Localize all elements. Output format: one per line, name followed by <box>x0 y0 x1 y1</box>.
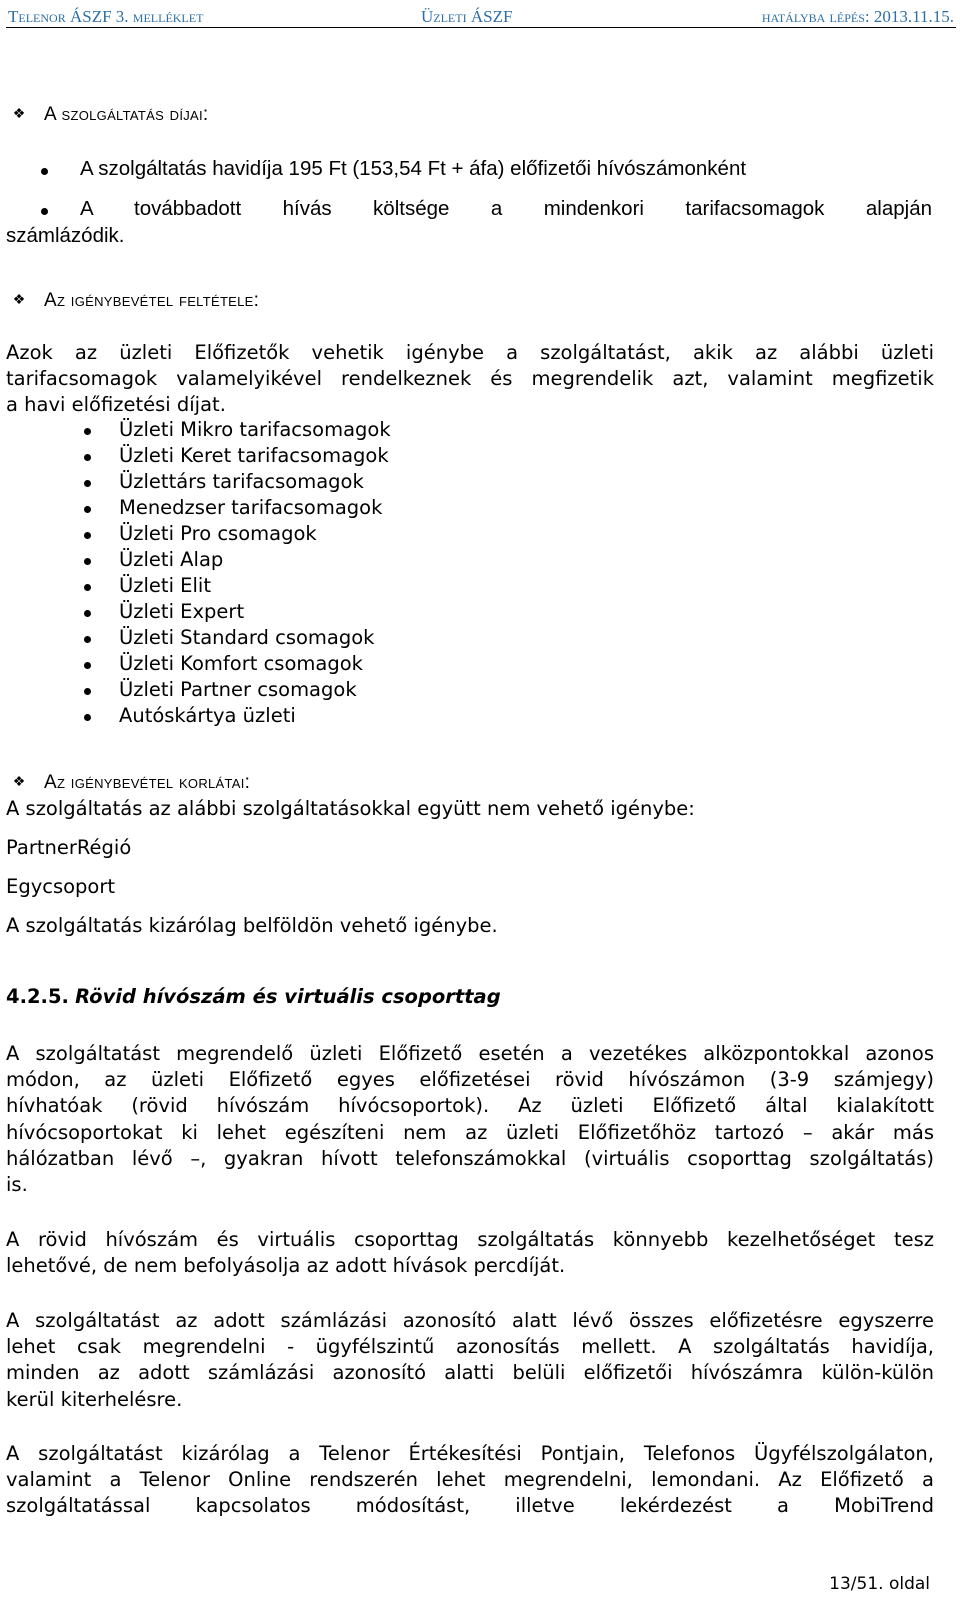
package-name: Üzleti Komfort csomagok <box>119 652 363 675</box>
section-title <box>6 985 501 1008</box>
bullet-dot-icon <box>84 610 91 617</box>
package-name: Menedzser tarifacsomagok <box>119 496 383 519</box>
bullet-dot-icon <box>84 688 91 695</box>
diamond-bullet-icon: ❖ <box>12 773 26 789</box>
domestic-only-note: A szolgáltatás kizárólag belföldön vehető igénybe. <box>6 914 498 937</box>
paragraph-line: hálózatban lévő –, gyakran hívott telefonszámokkal (virtuális csoporttag szolgáltatás) <box>6 1146 934 1170</box>
paragraph-line: valamint a Telenor Online rendszerén lehet megrendelni, lemondani. Az Előfizető a <box>6 1468 934 1492</box>
paragraph-line: hívócsoportokat ki lehet egészíteni nem az üzleti Előfizetőhöz tartozó – akár más <box>6 1120 934 1144</box>
diamond-bullet-icon: ❖ <box>12 105 26 121</box>
conditions-paragraph <box>6 340 934 419</box>
paragraph-line: minden az adott számlázási azonosító alatti belüli előfizetői hívószámra külön-külön <box>6 1361 934 1385</box>
diamond-bullet-icon: ❖ <box>12 291 26 307</box>
package-name: Üzlettárs tarifacsomagok <box>119 470 364 493</box>
bullet-dot-icon <box>84 428 91 435</box>
package-name: Üzleti Elit <box>119 574 211 597</box>
package-name: Üzleti Mikro tarifacsomagok <box>119 418 391 441</box>
paragraph-line: szolgáltatással kapcsolatos módosítást, illetve lekérdezést a MobiTrend <box>6 1494 934 1518</box>
package-name: Autóskártya üzleti <box>119 704 296 727</box>
package-name: Üzleti Pro csomagok <box>119 522 317 545</box>
section-heading-fees: ❖ A szolgáltatás díjai: <box>6 104 209 126</box>
package-name: Üzleti Expert <box>119 600 245 623</box>
paragraph-line: kerül kiterhelésre. <box>6 1387 183 1411</box>
package-name: Üzleti Partner csomagok <box>119 678 357 701</box>
section-title-text: Rövid hívószám és virtuális csoporttag <box>75 985 501 1008</box>
paragraph-line: A szolgáltatást megrendelő üzleti Előfizető esetén a vezetékes alközpontokkal azonos <box>6 1042 934 1065</box>
paragraph-line: a havi előfizetési díjat. <box>6 393 226 417</box>
paragraph-line: lehet csak megrendelni - ügyfélszintű azonosítás mellett. A szolgáltatás havidíja, <box>6 1335 934 1359</box>
fee-bullet-2: A továbbadott hívás költsége a mindenkori tarifacsomagok alapján <box>80 197 932 220</box>
bullet-dot-icon <box>41 168 48 175</box>
bullet-dot-icon <box>84 636 91 643</box>
bullet-dot-icon <box>84 454 91 461</box>
bullet-dot-icon <box>41 208 48 215</box>
bullet-dot-icon <box>84 532 91 539</box>
restricted-service-1: PartnerRégió <box>6 836 132 859</box>
paragraph-line: A szolgáltatást az adott számlázási azonosító alatt lévő összes előfizetésre egyszerre <box>6 1309 934 1332</box>
paragraph-line: A szolgáltatást kizárólag a Telenor Értékesítési Pontjain, Telefonos Ügyfélszolgálaton, <box>6 1442 934 1465</box>
bullet-dot-icon <box>84 714 91 721</box>
paragraph-line: tarifacsomagok valamelyikével rendelkeznek és megrendelik azt, valamint megfizetik <box>6 367 934 391</box>
header-left: Telenor ÁSZF 3. melléklet <box>8 7 204 26</box>
restrictions-intro: A szolgáltatás az alábbi szolgáltatásokkal együtt nem vehető igénybe: <box>6 797 695 820</box>
package-name: Üzleti Keret tarifacsomagok <box>119 444 389 467</box>
restricted-service-2: Egycsoport <box>6 875 116 898</box>
section-heading-restrictions: ❖ Az igénybevétel korlátai: <box>6 772 250 794</box>
package-name: Üzleti Alap <box>119 548 224 571</box>
paragraph-line: hívhatóak (rövid hívószám hívócsoportok). Az üzleti Előfizető által kialakított <box>6 1094 934 1118</box>
fee-bullet-2-continuation: számlázódik. <box>6 224 125 247</box>
section-number: 4.2.5. <box>6 985 69 1008</box>
paragraph-line: lehetővé, de nem befolyásolja az adott hívások percdíját. <box>6 1254 566 1278</box>
bullet-dot-icon <box>84 584 91 591</box>
package-name: Üzleti Standard csomagok <box>119 626 375 649</box>
header-right: hatályba lépés: 2013.11.15. <box>761 7 954 26</box>
bullet-dot-icon <box>84 506 91 513</box>
section-heading-conditions: ❖ Az igénybevétel feltétele: <box>6 290 259 312</box>
paragraph-line: is. <box>6 1172 28 1196</box>
bullet-dot-icon <box>84 662 91 669</box>
header-middle: Üzleti ÁSZF <box>421 7 513 26</box>
bullet-dot-icon <box>84 558 91 565</box>
paragraph-line: Azok az üzleti Előfizetők vehetik igénybe a szolgáltatást, akik az alábbi üzleti <box>6 341 934 364</box>
paragraph-line: A rövid hívószám és virtuális csoporttag szolgáltatás könnyebb kezelhetőséget tesz <box>6 1228 934 1251</box>
fee-bullet-1: A szolgáltatás havidíja 195 Ft (153,54 Ft + áfa) előfizetői hívószámonként <box>80 157 747 180</box>
paragraph-1 <box>6 1041 934 1198</box>
paragraph-line: módon, az üzleti Előfizető egyes előfizetései rövid hívószámon (3-9 számjegy) <box>6 1068 934 1092</box>
page-header <box>6 4 956 28</box>
paragraph-3 <box>6 1308 934 1413</box>
paragraph-2 <box>6 1227 934 1279</box>
paragraph-4 <box>6 1441 934 1520</box>
bullet-dot-icon <box>84 480 91 487</box>
page-number: 13/51. oldal <box>829 1574 930 1594</box>
